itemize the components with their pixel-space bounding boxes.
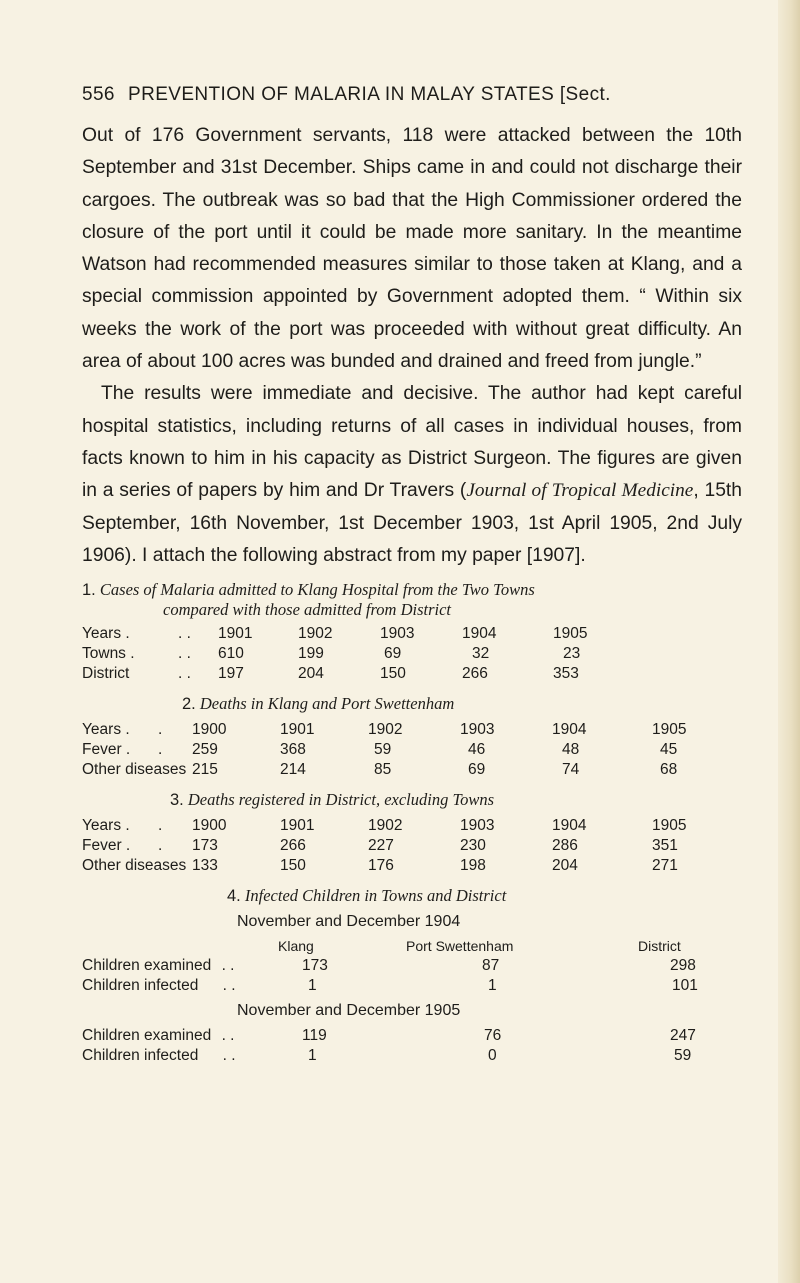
table-cell: 247 (670, 1027, 696, 1045)
table-3-section (82, 790, 742, 876)
table-4-number: 4. (227, 887, 241, 906)
leader-dots: . . (221, 957, 235, 975)
table-cell: 74 (562, 761, 580, 779)
table-row (82, 816, 686, 836)
leader-dots: . (158, 837, 163, 855)
row-label: District (82, 665, 130, 683)
table-cell: 1 (308, 1047, 317, 1065)
table-cell: 1905 (553, 625, 588, 643)
table-1-section (82, 580, 742, 684)
table-row (82, 644, 587, 664)
leader-dots: . (158, 721, 163, 739)
table-cell: 214 (280, 761, 306, 779)
table-cell: 68 (660, 761, 678, 779)
leader-dots: . . (178, 645, 191, 663)
row-label (82, 1026, 278, 1046)
table-row (82, 836, 686, 856)
row-label (82, 976, 278, 996)
table-cell: 204 (552, 857, 578, 875)
row-label-text: Children infected (82, 1047, 199, 1065)
table-cell: 227 (368, 837, 394, 855)
table-cell: 351 (652, 837, 678, 855)
paragraph-2 (82, 378, 742, 572)
column-header: Port Swettenham (406, 938, 514, 955)
cell-spacer (344, 1046, 406, 1066)
table-cell: 46 (468, 741, 486, 759)
table-cell: 48 (562, 741, 580, 759)
book-page (82, 80, 742, 1066)
table-cell: 204 (298, 665, 324, 683)
column-header: Klang (278, 938, 314, 955)
running-title: PREVENTION OF MALARIA IN MALAY STATES [Sect. (128, 84, 611, 105)
table-cell: 1904 (552, 817, 587, 835)
cell-spacer (344, 976, 406, 996)
table-cell: 150 (280, 857, 306, 875)
table-cell: 1904 (552, 721, 587, 739)
table-cell: 1901 (280, 721, 315, 739)
table-cell: 1 (488, 977, 497, 995)
table-4-subtitle-row (82, 996, 698, 1026)
table-cell: 87 (482, 957, 500, 975)
table-2 (82, 720, 686, 780)
page-number: 556 (82, 84, 115, 105)
paragraph-2-part-b: , 15th September, 16th November, 1st December 1903, 1st April 1905, 2nd July 1906). I attach the following abstract from my paper [1907]. (82, 480, 742, 566)
cell-spacer (344, 956, 406, 976)
table-cell: 69 (468, 761, 486, 779)
table-4-title (82, 886, 742, 906)
table-cell: 199 (298, 645, 324, 663)
table-cell: 1904 (462, 625, 497, 643)
column-header: District (638, 938, 681, 955)
leader-dots: . . (221, 1027, 235, 1045)
table-cell: 76 (484, 1027, 502, 1045)
table-row (82, 856, 686, 876)
row-label-text: Children examined (82, 1027, 212, 1045)
row-label: Fever . (82, 837, 131, 855)
cell-spacer (344, 1026, 406, 1046)
table-row (82, 1026, 698, 1046)
table-cell: 173 (302, 957, 328, 975)
journal-title: Journal of Tropical Medicine (466, 480, 694, 502)
table-cell: 298 (670, 957, 696, 975)
table-cell: 176 (368, 857, 394, 875)
row-label (82, 956, 278, 976)
table-cell: 1905 (652, 721, 687, 739)
table-1-body (82, 624, 587, 684)
table-cell: 173 (192, 837, 218, 855)
table-4-subtitle-2: November and December 1905 (237, 1002, 461, 1020)
table-cell: 1900 (192, 721, 227, 739)
table-2-title-text: Deaths in Klang and Port Swettenham (199, 694, 455, 714)
leader-dots: . (158, 741, 163, 759)
table-cell: 1905 (652, 817, 687, 835)
table-cell: 101 (672, 977, 698, 995)
table-cell: 1900 (192, 817, 227, 835)
table-cell: 1902 (368, 817, 403, 835)
table-cell: 368 (280, 741, 306, 759)
row-label: Fever . (82, 741, 131, 759)
row-label: Towns . (82, 645, 135, 663)
table-2-section (82, 694, 742, 780)
row-label: Other diseases (82, 857, 187, 875)
table-cell: 1903 (460, 817, 495, 835)
table-3 (82, 816, 686, 876)
leader-dots: . . (178, 625, 191, 643)
table-cell: 119 (302, 1027, 327, 1045)
row-label: Years . (82, 817, 130, 835)
table-1-title-line-2: compared with those admitted from District (163, 600, 451, 620)
table-cell: 1902 (368, 721, 403, 739)
table-3-title (82, 790, 742, 810)
leader-dots: . . (178, 665, 191, 683)
table-row (82, 976, 698, 996)
table-cell: 230 (460, 837, 486, 855)
row-label (82, 1046, 278, 1066)
leader-dots: . . (222, 977, 236, 995)
running-header (82, 80, 742, 114)
table-cell: 271 (652, 857, 678, 875)
table-4-title-text: Infected Children in Towns and District (244, 886, 507, 906)
table-cell: 45 (660, 741, 678, 759)
table-cell: 259 (192, 741, 218, 759)
table-cell: 69 (384, 645, 402, 663)
table-cell: 215 (192, 761, 218, 779)
table-row (82, 1046, 698, 1066)
table-cell: 198 (460, 857, 486, 875)
table-2-title (82, 694, 742, 714)
table-cell: 266 (462, 665, 488, 683)
table-cell: 133 (192, 857, 218, 875)
header-spacer (82, 936, 278, 956)
row-label: Other diseases (82, 761, 187, 779)
table-3-number: 3. (170, 791, 184, 810)
table-cell: 1 (308, 977, 317, 995)
table-row (82, 956, 698, 976)
table-cell: 610 (218, 645, 244, 663)
table-row (82, 624, 587, 644)
table-4-column-headers (82, 936, 698, 956)
table-3-body (82, 816, 686, 876)
table-4-body (82, 936, 698, 1066)
row-label-text: Children infected (82, 977, 199, 995)
table-row (82, 664, 587, 684)
table-row (82, 760, 686, 780)
table-cell: 1903 (380, 625, 415, 643)
table-cell: 266 (280, 837, 306, 855)
table-1-title-line-1: Cases of Malaria admitted to Klang Hospital from the Two Towns (99, 580, 535, 600)
header-spacer (344, 936, 406, 956)
table-2-body (82, 720, 686, 780)
table-cell: 1903 (460, 721, 495, 739)
body-text (82, 120, 742, 572)
table-cell: 1902 (298, 625, 333, 643)
table-cell: 197 (218, 665, 244, 683)
table-1 (82, 624, 587, 684)
table-cell: 1901 (280, 817, 315, 835)
table-row (82, 720, 686, 740)
table-1-number: 1. (82, 581, 96, 600)
paragraph-1: Out of 176 Government servants, 118 were attacked between the 10th September and 31st December. Ships came in and could not discharge their cargoes. The outbreak was so bad that the High Commissioner ordered the closure of the port until it could be made more sanitary. In the meantime Watson had recommended measures similar to those taken at Klang, and a special commission appointed by Government adopted them. “ Within six weeks the work of the port was proceeded with without great difficulty. An area of about 100 acres was bunded and drained and freed from jungle.” (82, 125, 742, 373)
table-cell: 0 (488, 1047, 497, 1065)
row-label: Years . (82, 721, 130, 739)
paragraph-2-part-a: The results were immediate and decisive. The author had kept careful hospital statistics, including returns of all cases in individual houses, from facts known to him in his capacity as District Surgeon. The figures are given in a series of papers by him and Dr Travers ( (82, 383, 742, 502)
table-cell: 286 (552, 837, 578, 855)
page-edge (778, 0, 800, 1283)
table-row (82, 740, 686, 760)
table-4-section (82, 886, 742, 1066)
table-cell: 23 (563, 645, 581, 663)
table-4 (82, 936, 698, 1066)
table-cell: 1901 (218, 625, 253, 643)
table-3-title-text: Deaths registered in District, excluding Towns (187, 790, 495, 810)
table-cell: 353 (553, 665, 579, 683)
row-label: Years . (82, 625, 130, 643)
table-cell: 59 (374, 741, 392, 759)
table-cell: 59 (674, 1047, 692, 1065)
table-cell: 32 (472, 645, 490, 663)
leader-dots: . . (222, 1047, 236, 1065)
leader-dots: . (158, 817, 163, 835)
table-4-subtitle-1: November and December 1904 (237, 913, 461, 931)
row-label-text: Children examined (82, 957, 212, 975)
table-2-number: 2. (182, 695, 196, 714)
table-cell: 150 (380, 665, 406, 683)
table-1-title (82, 580, 742, 600)
table-cell: 85 (374, 761, 392, 779)
